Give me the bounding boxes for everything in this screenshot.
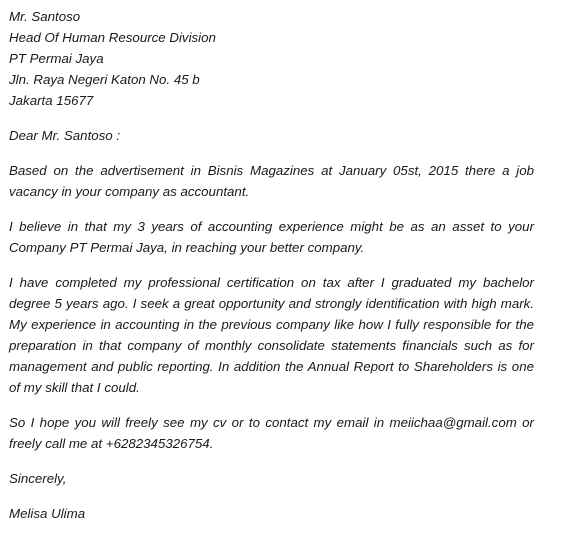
- recipient-city: Jakarta 15677: [9, 93, 94, 108]
- paragraph-advertisement: Based on the advertisement in Bisnis Magazines at January 05st, 2015 there a job vacancy in your company as accountant.: [9, 163, 534, 199]
- salutation: Dear Mr. Santoso :: [9, 128, 121, 143]
- paragraph-contact: So I hope you will freely see my cv or to contact my email in meiichaa@gmail.com or freely call me at +6282345326754.: [9, 415, 534, 451]
- recipient-street: Jln. Raya Negeri Katon No. 45 b: [9, 72, 200, 87]
- recipient-title: Head Of Human Resource Division: [9, 30, 216, 45]
- paragraph-experience: I believe in that my 3 years of accounting experience might be as an asset to your Company PT Permai Jaya, in reaching your better company.: [9, 219, 534, 255]
- recipient-company: PT Permai Jaya: [9, 51, 104, 66]
- paragraph-qualifications: I have completed my professional certification on tax after I graduated my bachelor degree 5 years ago. I seek a great opportunity and strongly identification with high mark. My experience in accounting in the previous company like how I fully responsible for the preparation in that company of monthly consolidate statements financials such as for management and public reporting. In addition the Annual Report to Shareholders is one of my skill that I could.: [9, 275, 534, 395]
- signature-name: Melisa Ulima: [9, 506, 86, 521]
- recipient-name: Mr. Santoso: [9, 9, 81, 24]
- closing: Sincerely,: [9, 471, 67, 486]
- recipient-address-block: [9, 6, 534, 111]
